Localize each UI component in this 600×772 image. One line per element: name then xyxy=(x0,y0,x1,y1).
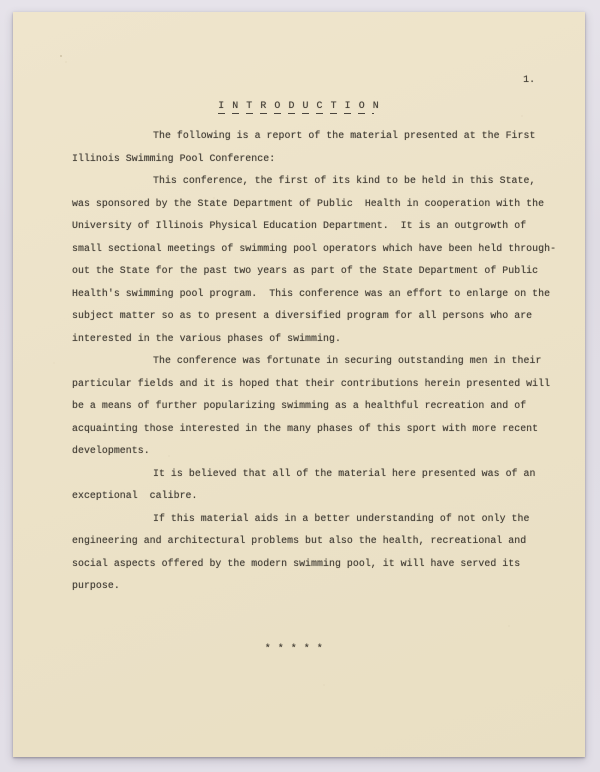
text-line: developments. xyxy=(72,445,150,456)
text-line: particular fields and it is hoped that their contributions herein presented will xyxy=(72,377,551,389)
text-line: This conference, the first of its kind to be held in this State, xyxy=(153,175,536,186)
text-line: Health's swimming pool program. This conference was an effort to enlarge on the xyxy=(72,287,551,299)
text-line: If this material aids in a better understanding of not only the xyxy=(153,512,530,524)
text-line: purpose. xyxy=(72,580,120,591)
page-title: I N T R O D U C T I O N xyxy=(218,100,380,114)
text-line: subject matter so as to present a diversified program for all persons who are xyxy=(72,310,533,321)
text-line: University of Illinois Physical Education Department. It is an outgrowth of xyxy=(72,220,527,231)
title-row xyxy=(13,95,585,114)
text-line: social aspects offered by the modern swimming pool, it will have served its xyxy=(72,557,521,569)
text-line: The conference was fortunate in securing outstanding men in their xyxy=(153,355,542,366)
text-line: Illinois Swimming Pool Conference: xyxy=(72,152,276,164)
asterisk-separator: * * * * * xyxy=(264,644,324,655)
page-number: 1. xyxy=(523,74,535,85)
document-page xyxy=(13,12,585,757)
text-line: small sectional meetings of swimming pool operators which have been held through- xyxy=(72,242,557,254)
text-line: be a means of further popularizing swimming as a healthful recreation and of xyxy=(72,400,527,411)
text-line: engineering and architectural problems but also the health, recreational and xyxy=(72,535,527,546)
text-line: out the State for the past two years as part of the State Department of Public xyxy=(72,265,539,276)
text-line: exceptional calibre. xyxy=(72,490,198,501)
text-line: It is believed that all of the material here presented was of an xyxy=(153,467,536,479)
text-line: The following is a report of the material presented at the First xyxy=(153,130,536,141)
document-body xyxy=(72,125,562,598)
text-line: acquainting those interested in the many phases of this sport with more recent xyxy=(72,422,539,434)
text-line: was sponsored by the State Department of Public Health in cooperation with the xyxy=(72,197,545,209)
text-line: interested in the various phases of swimming. xyxy=(72,332,341,344)
